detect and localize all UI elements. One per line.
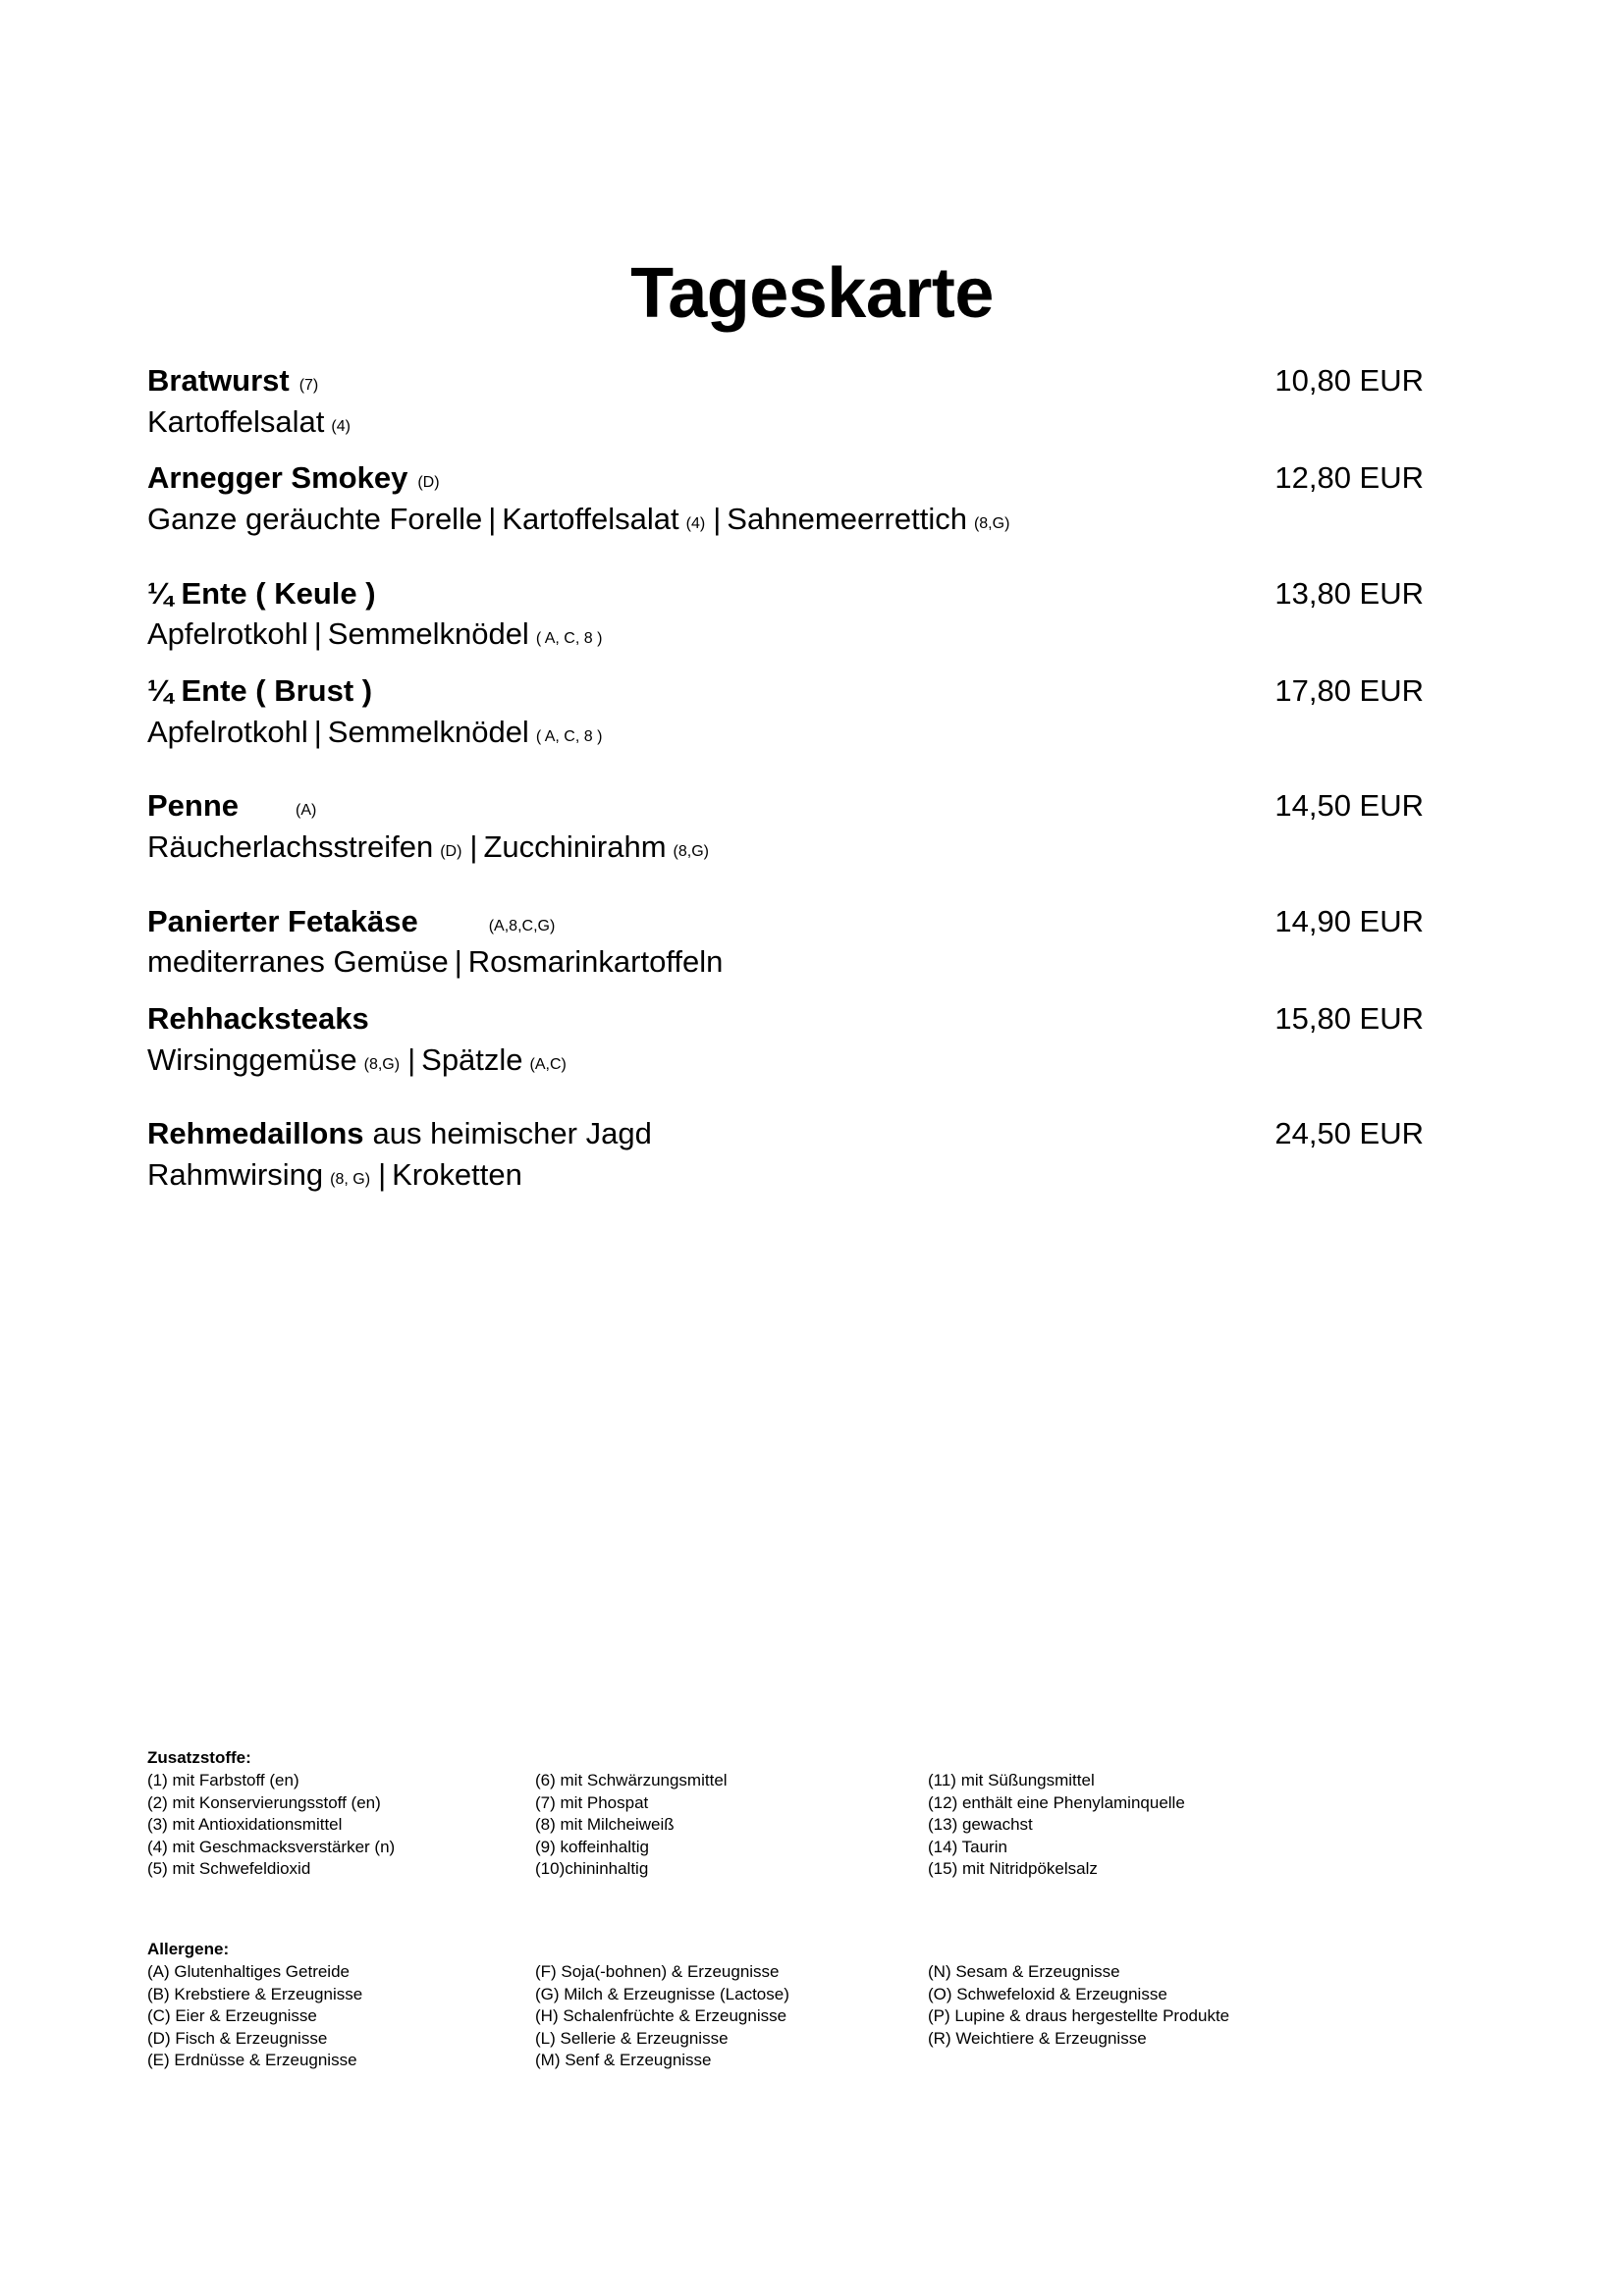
menu-item	[147, 1114, 1424, 1194]
description-text: Räucherlachsstreifen	[147, 829, 434, 865]
menu-item-headline	[147, 361, 1424, 400]
menu-item-headline	[147, 458, 1424, 498]
menu-item	[147, 574, 1424, 654]
description-text: Rosmarinkartoffeln	[467, 944, 724, 980]
allergen-line: (O) Schwefeloxid & Erzeugnisse	[928, 1984, 1167, 2003]
allergens-columns	[147, 1961, 1453, 2071]
allergen-line: (B) Krebstiere & Erzeugnisse	[147, 1984, 363, 2003]
description-text: Semmelknödel	[327, 616, 529, 652]
menu-item-name: ¼ Ente ( Keule )	[147, 575, 376, 611]
description-separator: |	[378, 1157, 387, 1193]
menu-item-description	[147, 1155, 1424, 1195]
description-allergen-code: ( A, C, 8 )	[535, 727, 603, 745]
additive-line: (14) Taurin	[928, 1837, 1007, 1856]
description-separator: |	[313, 714, 322, 749]
menu-item	[147, 786, 1424, 866]
menu-item	[147, 902, 1424, 982]
description-text: Semmelknödel	[327, 714, 529, 749]
allergens-column-2	[535, 1961, 928, 2071]
menu-item-name-group	[147, 999, 369, 1039]
allergen-line: (D) Fisch & Erzeugnisse	[147, 2028, 328, 2048]
menu-item-description	[147, 713, 1424, 752]
allergen-line: (F) Soja(-bohnen) & Erzeugnisse	[535, 1962, 780, 1982]
allergen-line: (G) Milch & Erzeugnisse (Lactose)	[535, 1984, 789, 2003]
menu-item-description	[147, 942, 1424, 982]
allergens-column-3	[928, 1961, 1419, 2071]
description-separator: |	[488, 502, 497, 537]
allergen-line: (L) Sellerie & Erzeugnisse	[535, 2028, 729, 2048]
description-text: Zucchinirahm	[483, 829, 667, 865]
menu-item-price: 13,80 EUR	[1274, 575, 1424, 611]
menu-item	[147, 361, 1424, 441]
menu-item-allergen-code: (7)	[298, 377, 319, 394]
description-separator: |	[713, 502, 722, 537]
menu-item-description	[147, 402, 1424, 442]
additives-column-3	[928, 1770, 1419, 1880]
menu-item-description	[147, 828, 1424, 867]
additive-line: (5) mit Schwefeldioxid	[147, 1859, 311, 1879]
description-text: Ganze geräuchte Forelle	[147, 502, 483, 537]
menu-item-name: Panierter Fetakäse	[147, 903, 418, 938]
menu-item-allergen-code: (A)	[296, 802, 317, 820]
allergen-line: (M) Senf & Erzeugnisse	[535, 2051, 712, 2070]
menu-item-price: 10,80 EUR	[1274, 363, 1424, 398]
description-allergen-code: (8,G)	[973, 515, 1010, 533]
additive-line: (1) mit Farbstoff (en)	[147, 1771, 299, 1790]
additives-column-1	[147, 1770, 535, 1880]
description-allergen-code: (D)	[440, 843, 462, 861]
menu-item-headline	[147, 999, 1424, 1039]
description-text: Wirsinggemüse	[147, 1041, 357, 1077]
menu-item	[147, 999, 1424, 1079]
menu-item-headline	[147, 574, 1424, 614]
menu-item-name: Rehhacksteaks	[147, 1001, 369, 1037]
menu-item-headline	[147, 902, 1424, 941]
description-text: Apfelrotkohl	[147, 616, 308, 652]
menu-item-allergen-code: (D)	[417, 474, 440, 492]
menu-item-name: ¼ Ente ( Brust )	[147, 673, 373, 709]
allergen-line: (A) Glutenhaltiges Getreide	[147, 1962, 350, 1982]
additive-line: (7) mit Phospat	[535, 1792, 649, 1812]
menu-item-list	[147, 361, 1424, 1230]
menu-item-name-group	[147, 574, 376, 614]
menu-item-description	[147, 1041, 1424, 1080]
menu-item-name-group	[147, 902, 555, 941]
allergens-heading: Allergene:	[147, 1940, 230, 1958]
menu-item-allergen-code: (A,8,C,G)	[488, 917, 556, 934]
menu-item	[147, 458, 1424, 538]
menu-item-price: 15,80 EUR	[1274, 1001, 1424, 1037]
menu-item-price: 24,50 EUR	[1274, 1116, 1424, 1151]
page-title: Tageskarte	[630, 254, 994, 334]
description-text: Spätzle	[421, 1041, 523, 1077]
menu-item-name-group	[147, 671, 372, 711]
additives-columns	[147, 1770, 1453, 1880]
allergen-line: (E) Erdnüsse & Erzeugnisse	[147, 2051, 357, 2070]
description-allergen-code: (8, G)	[330, 1171, 371, 1189]
menu-item-headline	[147, 786, 1424, 826]
additive-line: (13) gewachst	[928, 1815, 1033, 1835]
description-text: Kartoffelsalat	[502, 502, 679, 537]
menu-item-name: Arnegger Smokey	[147, 460, 408, 496]
description-separator: |	[454, 944, 462, 980]
menu-item-price: 14,90 EUR	[1274, 903, 1424, 938]
description-text: mediterranes Gemüse	[147, 944, 449, 980]
menu-item-name-group	[147, 786, 316, 826]
additives-column-2	[535, 1770, 928, 1880]
allergen-line: (H) Schalenfrüchte & Erzeugnisse	[535, 2006, 787, 2026]
description-allergen-code: (4)	[331, 417, 351, 435]
additive-line: (9) koffeinhaltig	[535, 1837, 649, 1856]
menu-item-price: 14,50 EUR	[1274, 788, 1424, 824]
description-text: Apfelrotkohl	[147, 714, 308, 749]
additive-line: (2) mit Konservierungsstoff (en)	[147, 1792, 381, 1812]
menu-item-name-suffix: aus heimischer Jagd	[372, 1116, 652, 1151]
menu-item-name-group	[147, 361, 318, 400]
menu-item-price: 12,80 EUR	[1274, 460, 1424, 496]
description-allergen-code: (8,G)	[363, 1055, 401, 1073]
description-allergen-code: ( A, C, 8 )	[535, 630, 603, 648]
description-allergen-code: (4)	[685, 515, 706, 533]
additive-line: (15) mit Nitridpökelsalz	[928, 1859, 1098, 1879]
menu-item-description	[147, 500, 1424, 539]
description-text: Kartoffelsalat	[147, 403, 325, 439]
allergen-line: (C) Eier & Erzeugnisse	[147, 2006, 317, 2026]
additive-line: (6) mit Schwärzungsmittel	[535, 1771, 728, 1790]
description-text: Sahnemeerrettich	[727, 502, 967, 537]
allergen-line: (P) Lupine & draus hergestellte Produkte	[928, 2006, 1230, 2026]
menu-item-price: 17,80 EUR	[1274, 673, 1424, 709]
menu-item-name-group	[147, 1114, 652, 1153]
menu-item-name: Bratwurst	[147, 363, 290, 398]
menu-item-name: Penne	[147, 788, 240, 824]
description-separator: |	[407, 1041, 416, 1077]
allergens-column-1	[147, 1961, 535, 2071]
additives-heading: Zusatzstoffe:	[147, 1748, 251, 1767]
description-allergen-code: (8,G)	[673, 843, 709, 861]
menu-item-headline	[147, 671, 1424, 711]
description-separator: |	[313, 616, 322, 652]
allergen-line: (N) Sesam & Erzeugnisse	[928, 1962, 1120, 1982]
additive-line: (10)chininhaltig	[535, 1859, 649, 1879]
description-text: Kroketten	[392, 1157, 522, 1193]
allergens-section	[147, 1939, 1453, 2072]
menu-item-name: Rehmedaillons	[147, 1116, 364, 1151]
allergen-line: (R) Weichtiere & Erzeugnisse	[928, 2028, 1147, 2048]
menu-item-name-group	[147, 458, 440, 498]
menu-item	[147, 671, 1424, 751]
description-text: Rahmwirsing	[147, 1157, 324, 1193]
additive-line: (12) enthält eine Phenylaminquelle	[928, 1792, 1185, 1812]
menu-item-description	[147, 614, 1424, 654]
menu-item-headline	[147, 1114, 1424, 1153]
additive-line: (8) mit Milcheiweiß	[535, 1815, 675, 1835]
description-separator: |	[469, 829, 478, 865]
additives-section	[147, 1747, 1453, 1881]
additive-line: (4) mit Geschmacksverstärker (n)	[147, 1837, 396, 1856]
additive-line: (11) mit Süßungsmittel	[928, 1771, 1095, 1790]
additive-line: (3) mit Antioxidationsmittel	[147, 1815, 343, 1835]
description-allergen-code: (A,C)	[529, 1055, 567, 1073]
